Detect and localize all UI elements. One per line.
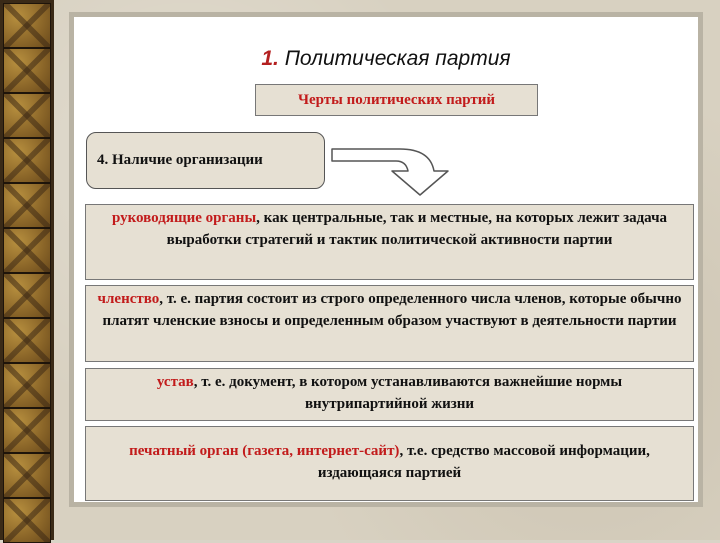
decorative-side-strip	[0, 0, 54, 540]
strip-tile	[3, 183, 51, 228]
strip-tile	[3, 318, 51, 363]
strip-tile	[3, 93, 51, 138]
subtitle-box	[255, 84, 538, 116]
strip-tile	[3, 408, 51, 453]
content-panel	[69, 12, 703, 507]
subtitle-text: Черты политических партий	[297, 91, 496, 108]
title-text: Политическая партия	[284, 47, 511, 70]
slide-title	[74, 47, 698, 71]
strip-tile	[3, 498, 51, 543]
feature-text: , т. е. партия состоит из строго определенного числа членов, которые обычно платят членские взносы и определенным образом участвуют в деятельности партии	[102, 291, 682, 329]
feature-text: , как центральные, так и местные, на которых лежит задача выработки стратегий и тактик политической активности партии	[166, 210, 668, 248]
strip-tile	[3, 453, 51, 498]
content-panel-inner	[74, 17, 698, 502]
feature-highlight: устав	[156, 374, 194, 390]
organization-label: 4. Наличие организации	[97, 152, 263, 168]
organization-box	[86, 132, 325, 189]
strip-tile	[3, 138, 51, 183]
feature-text: , т. е. документ, в котором устанавливаются важнейшие нормы внутрипартийной жизни	[193, 374, 623, 412]
feature-highlight: членство	[97, 291, 160, 307]
strip-tile	[3, 48, 51, 93]
strip-tile	[3, 363, 51, 408]
strip-tile	[3, 273, 51, 318]
feature-box-charter	[85, 368, 694, 421]
curved-arrow-icon	[330, 145, 460, 197]
feature-highlight: руководящие органы	[111, 210, 257, 226]
feature-box-press-organ	[85, 426, 694, 501]
feature-box-governing-bodies	[85, 204, 694, 280]
feature-highlight: печатный орган (газета, интернет-сайт)	[129, 443, 400, 459]
strip-tile	[3, 3, 51, 48]
feature-box-membership	[85, 285, 694, 362]
feature-text: , т.е. средство массовой информации, издающаяся партией	[317, 443, 650, 481]
title-number: 1.	[261, 47, 279, 70]
strip-tile	[3, 228, 51, 273]
